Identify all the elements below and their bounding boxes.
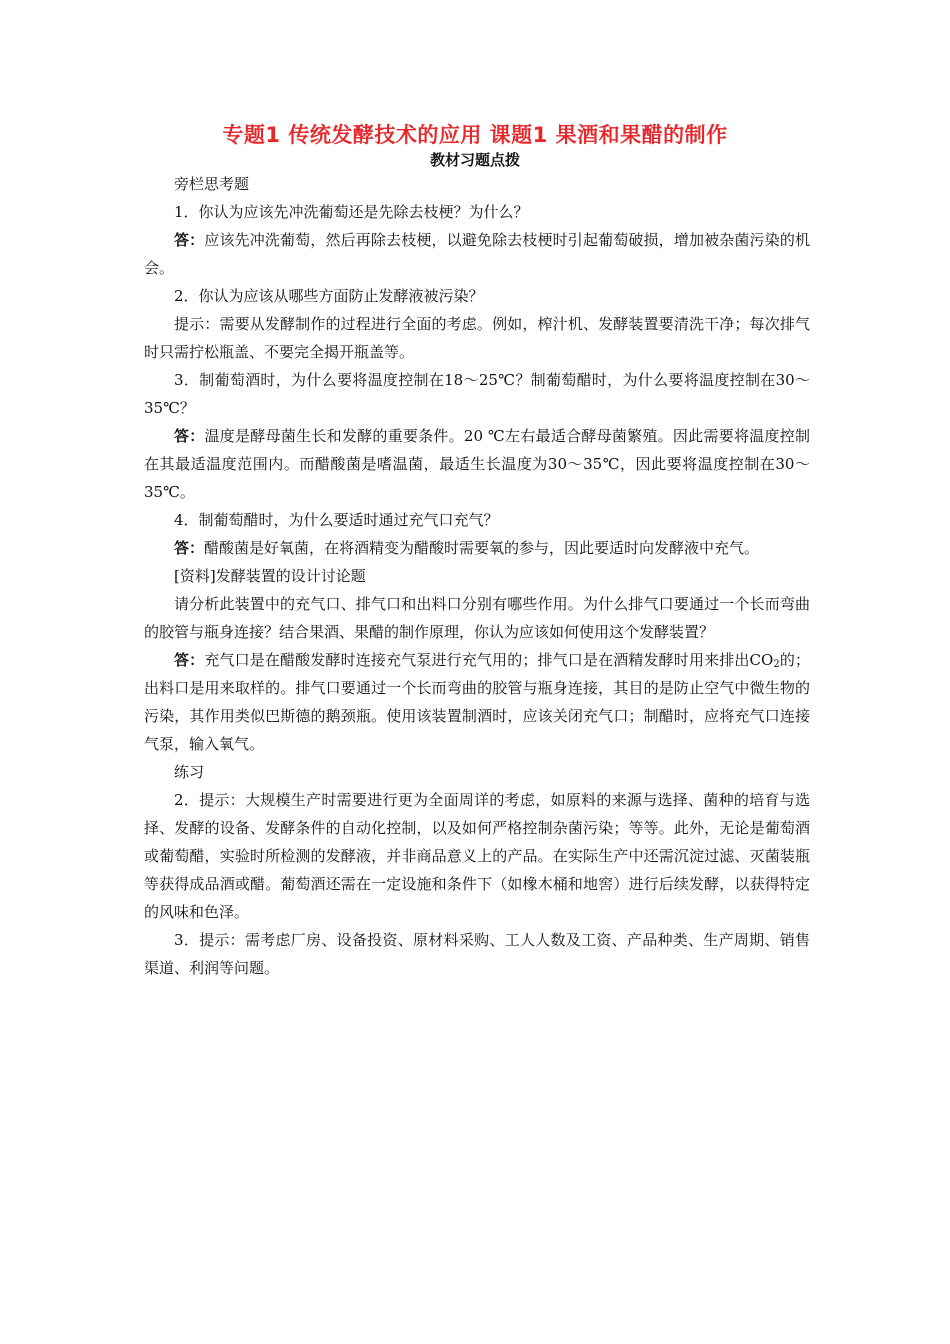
answer-text: 醋酸菌是好氧菌，在将酒精变为醋酸时需要氧的参与，因此要适时向发酵液中充气。 — [204, 539, 760, 557]
hint-2: 提示：需要从发酵制作的过程进行全面的考虑。例如，榨汁机、发酵装置要清洗干净；每次排气时只需拧松瓶盖、不要完全揭开瓶盖等。 — [144, 315, 810, 361]
section-heading-data: [资料]发酵装置的设计讨论题 — [174, 567, 366, 585]
answer-1 — [144, 226, 810, 282]
question-4: 4．制葡萄醋时，为什么要适时通过充气口充气？ — [174, 511, 499, 529]
answer-text: 应该先冲洗葡萄，然后再除去枝梗，以避免除去枝梗时引起葡萄破损，增加被杂菌污染的机会。 — [144, 231, 810, 277]
answer-3 — [144, 422, 810, 506]
answer-label: 答： — [174, 651, 205, 669]
practice-2: 2．提示：大规模生产时需要进行更为全面周详的考虑，如原料的来源与选择、菌种的培育与选择、发酵的设备、发酵条件的自动化控制，以及如何严格控制杂菌污染；等等。此外，无论是葡萄酒或葡萄醋，实验时所检测的发酵液，并非商品意义上的产品。在实际生产中还需沉淀过滤、灭菌装瓶等获得成品酒或醋。葡萄酒还需在一定设施和条件下（如橡木桶和地窖）进行后续发酵，以获得特定的风味和色泽。 — [144, 791, 810, 921]
answer-4 — [144, 534, 810, 562]
answer-label: 答： — [174, 231, 205, 249]
question-1: 1．你认为应该先冲洗葡萄还是先除去枝梗？为什么？ — [174, 203, 529, 221]
answer-label: 答： — [174, 539, 205, 557]
question-3: 3．制葡萄酒时，为什么要将温度控制在18～25℃？制葡萄醋时，为什么要将温度控制在30～35℃？ — [144, 371, 810, 417]
question-2: 2．你认为应该从哪些方面防止发酵液被污染？ — [174, 287, 484, 305]
practice-3: 3．提示：需考虑厂房、设备投资、原材料采购、工人人数及工资、产品种类、生产周期、销售渠道、利润等问题。 — [144, 931, 810, 977]
answer-text-part1: 充气口是在醋酸发酵时连接充气泵进行充气用的；排气口是在酒精发酵时用来排出CO — [204, 651, 774, 669]
answer-5 — [144, 646, 810, 758]
answer-text: 温度是酵母菌生长和发酵的重要条件。20 ℃左右最适合酵母菌繁殖。因此需要将温度控制在其最适温度范围内。而醋酸菌是嗜温菌，最适生长温度为30～35℃，因此要将温度控制在30～35℃。 — [144, 427, 810, 501]
document-body — [144, 170, 810, 982]
section-heading-practice: 练习 — [174, 763, 205, 781]
answer-text-part2: 的；出料口是用来取样的。排气口要通过一个长而弯曲的胶管与瓶身连接，其目的是防止空气中微生物的污染，其作用类似巴斯德的鹅颈瓶。使用该装置制酒时，应该关闭充气口；制醋时，应将充气口连接气泵，输入氧气。 — [144, 651, 810, 753]
question-5: 请分析此装置中的充气口、排气口和出料口分别有哪些作用。为什么排气口要通过一个长而弯曲的胶管与瓶身连接？结合果酒、果醋的制作原理，你认为应该如何使用这个发酵装置？ — [144, 595, 810, 641]
document-subtitle: 教材习题点拨 — [429, 151, 520, 169]
section-heading-sidebar: 旁栏思考题 — [174, 175, 250, 193]
document-title: 专题1 传统发酵技术的应用 课题1 果酒和果醋的制作 — [222, 123, 728, 147]
subscript-2: 2 — [773, 659, 780, 670]
answer-label: 答： — [174, 427, 205, 445]
